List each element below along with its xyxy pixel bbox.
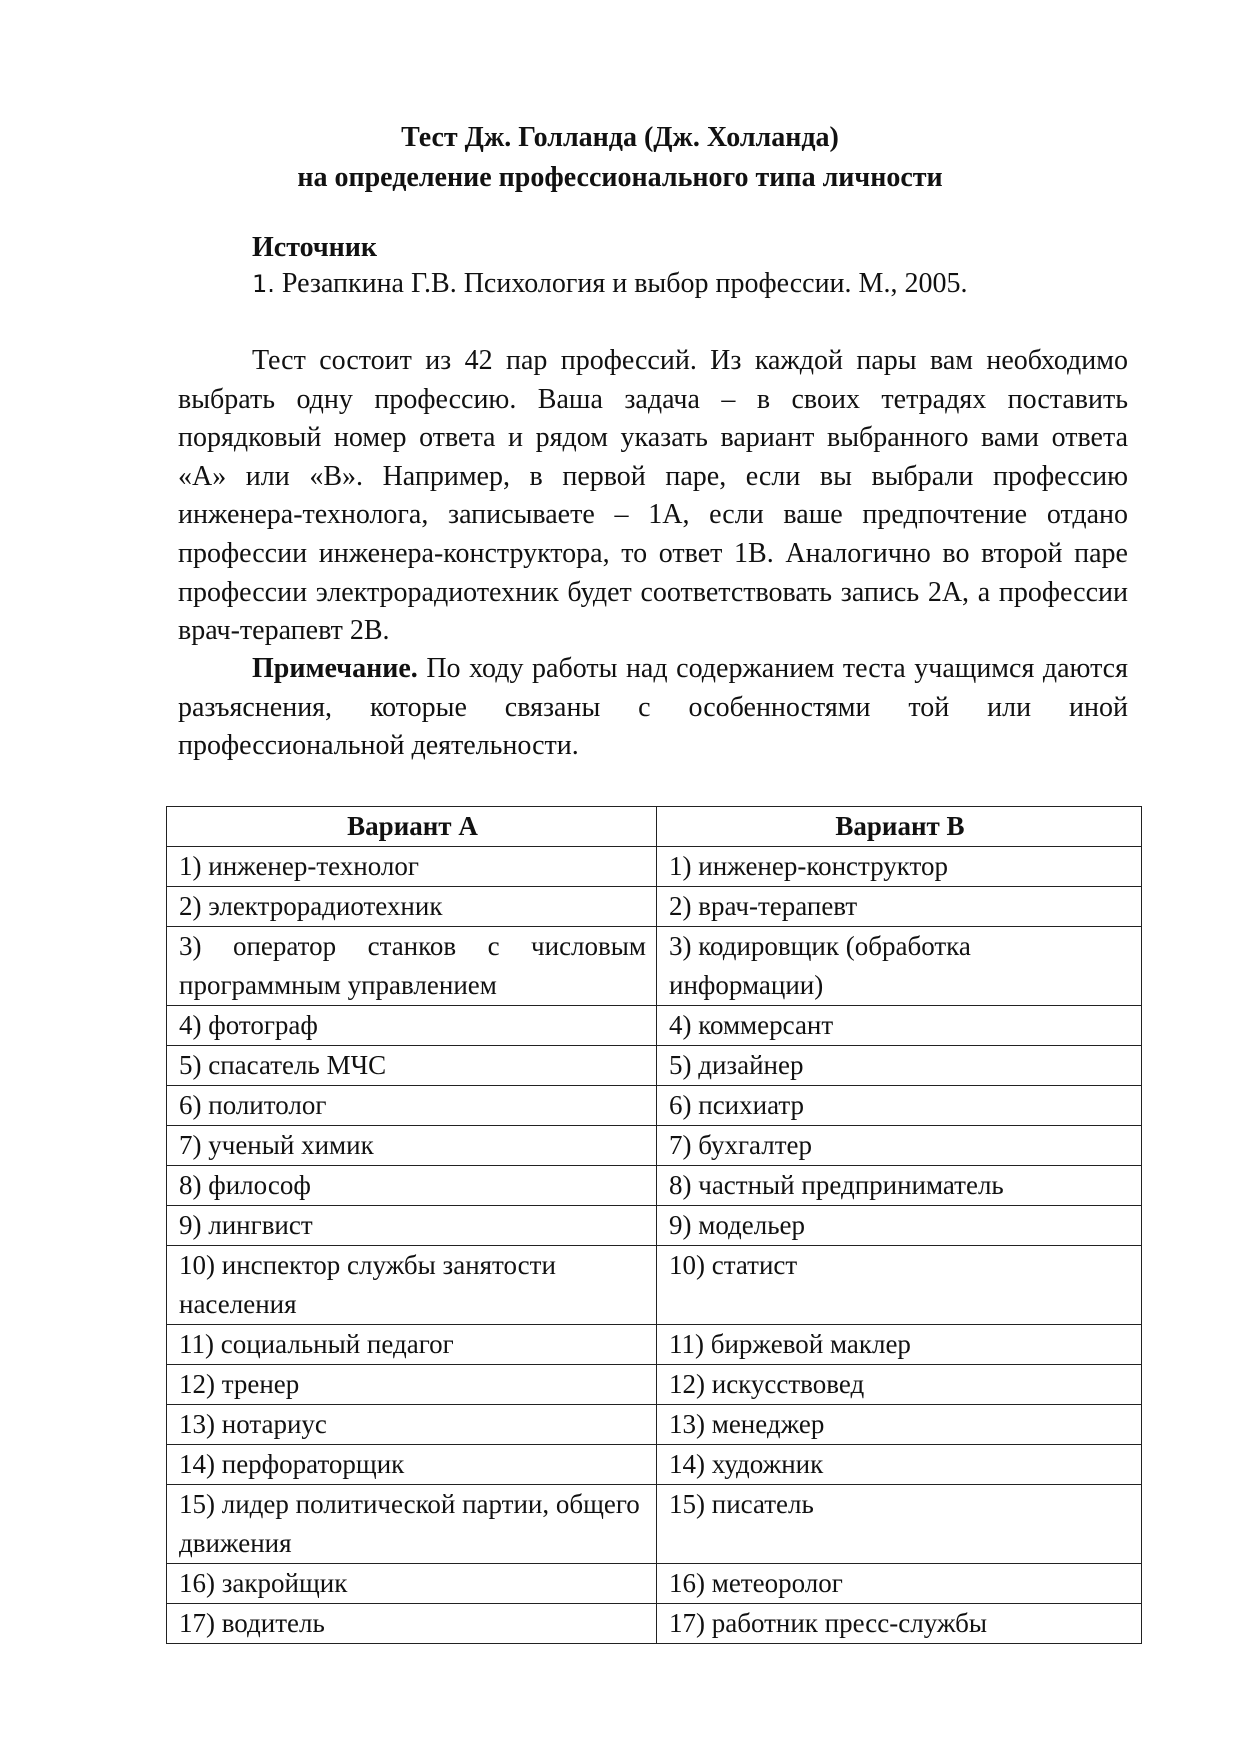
table-row [167, 1126, 1142, 1166]
variant-a-cell: 1) инженер-технолог [167, 847, 657, 887]
table-row [167, 1046, 1142, 1086]
variant-b-cell: 13) менеджер [657, 1405, 1142, 1445]
variant-a-cell: 16) закройщик [167, 1564, 657, 1604]
variant-a-cell: 7) ученый химик [167, 1126, 657, 1166]
table-row [167, 887, 1142, 927]
variant-b-cell: 12) искусствовед [657, 1365, 1142, 1405]
table-row [167, 1325, 1142, 1365]
table-row [167, 1485, 1142, 1564]
table-header-row [167, 807, 1142, 847]
variant-a-cell: 17) водитель [167, 1604, 657, 1644]
variant-a-cell: 10) инспектор службы занятости населения [167, 1246, 657, 1325]
variant-a-cell: 3) оператор станков с числовым программным управлением [167, 927, 657, 1006]
variant-b-cell: 5) дизайнер [657, 1046, 1142, 1086]
variant-b-cell: 8) частный предприниматель [657, 1166, 1142, 1206]
source-heading: Источник [252, 232, 378, 263]
variants-table [166, 806, 1142, 1644]
variant-b-cell: 17) работник пресс-службы [657, 1604, 1142, 1644]
note-label: Примечание. [252, 653, 418, 684]
variant-a-cell: 13) нотариус [167, 1405, 657, 1445]
source-number: 1. [252, 270, 275, 298]
variant-a-cell: 12) тренер [167, 1365, 657, 1405]
variant-a-cell: 11) социальный педагог [167, 1325, 657, 1365]
document-title-line1: Тест Дж. Голланда (Дж. Холланда) [401, 122, 839, 153]
table-row [167, 1206, 1142, 1246]
variant-a-cell: 15) лидер политической партии, общего движения [167, 1485, 657, 1564]
variant-a-cell: 4) фотограф [167, 1006, 657, 1046]
variant-a-cell: 5) спасатель МЧС [167, 1046, 657, 1086]
table-row [167, 1564, 1142, 1604]
variant-b-cell: 3) кодировщик (обработка информации) [657, 927, 1142, 1006]
variant-a-cell: 6) политолог [167, 1086, 657, 1126]
variant-a-cell: 8) философ [167, 1166, 657, 1206]
variant-b-cell: 2) врач-терапевт [657, 887, 1142, 927]
table-row [167, 1246, 1142, 1325]
note-paragraph [178, 650, 1128, 766]
header-variant-b: Вариант В [657, 807, 1142, 847]
variant-b-cell: 16) метеоролог [657, 1564, 1142, 1604]
source-item [252, 264, 967, 304]
variant-b-cell: 10) статист [657, 1246, 1142, 1325]
variant-b-cell: 11) биржевой маклер [657, 1325, 1142, 1365]
table-row [167, 1405, 1142, 1445]
variant-b-cell: 9) модельер [657, 1206, 1142, 1246]
table-row [167, 847, 1142, 887]
table-row [167, 1086, 1142, 1126]
note-text: По ходу работы над содержанием теста учащимся даются разъяснения, которые связаны с особенностями той или иной профессиональной деятельности. [178, 653, 1128, 762]
variant-b-cell: 15) писатель [657, 1485, 1142, 1564]
table-row [167, 1166, 1142, 1206]
variant-b-cell: 7) бухгалтер [657, 1126, 1142, 1166]
variant-a-cell: 9) лингвист [167, 1206, 657, 1246]
instructions-paragraph: Тест состоит из 42 пар профессий. Из каждой пары вам необходимо выбрать одну профессию. Ваша задача – в своих тетрадях поставить порядковый номер ответа и рядом указать вариант выбранного вами ответа «А» или «В». Например, в первой паре, если вы выбрали профессию инженера-технолога, записываете – 1А, если ваше предпочтение отдано профессии инженера-конструктора, то ответ 1В. Аналогично во второй паре профессии электрорадиотехник будет соответствовать запись 2А, а профессии врач-терапевт 2В. [178, 345, 1128, 647]
header-variant-a: Вариант А [167, 807, 657, 847]
source-text: Резапкина Г.В. Психология и выбор профессии. М., 2005. [274, 268, 968, 299]
variant-b-cell: 1) инженер-конструктор [657, 847, 1142, 887]
table-row [167, 927, 1142, 1006]
variant-a-cell: 14) перфораторщик [167, 1445, 657, 1485]
document-title-line2: на определение профессионального типа личности [297, 162, 943, 193]
table-row [167, 1604, 1142, 1644]
variant-a-cell: 2) электрорадиотехник [167, 887, 657, 927]
table-row [167, 1365, 1142, 1405]
variant-b-cell: 4) коммерсант [657, 1006, 1142, 1046]
variant-b-cell: 6) психиатр [657, 1086, 1142, 1126]
variant-b-cell: 14) художник [657, 1445, 1142, 1485]
table-row [167, 1445, 1142, 1485]
table-row [167, 1006, 1142, 1046]
